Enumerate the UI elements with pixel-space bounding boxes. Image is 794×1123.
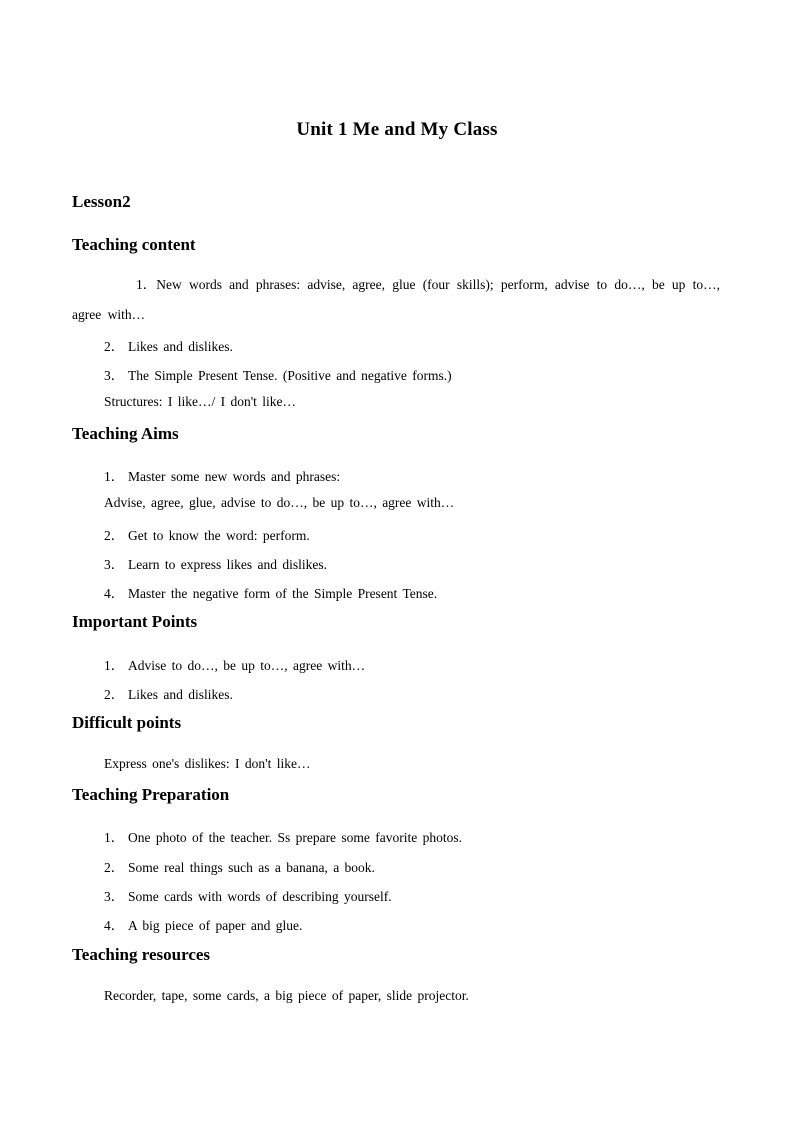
- item-number: 1．: [104, 830, 125, 845]
- item-text: Master the negative form of the Simple Present Tense.: [128, 586, 438, 601]
- document-title: Unit 1 Me and My Class: [296, 118, 498, 140]
- teaching-resources-text: Recorder, tape, some cards, a big piece of paper, slide projector.: [104, 988, 469, 1003]
- item-number: 2．: [104, 687, 125, 702]
- teaching-resources-heading: Teaching resources: [72, 945, 211, 964]
- teaching-preparation-item-3: [104, 885, 392, 905]
- teaching-content-heading: Teaching content: [72, 235, 196, 254]
- difficult-points-text: Express one's dislikes: I don't like…: [104, 756, 311, 771]
- item-text: A big piece of paper and glue.: [128, 918, 303, 933]
- teaching-content-item-2: [104, 335, 233, 355]
- item-text: Likes and dislikes.: [128, 339, 233, 354]
- item-text: Get to know the word: perform.: [128, 528, 310, 543]
- item-text: Master some new words and phrases:: [128, 469, 341, 484]
- item-number: 1．: [104, 469, 125, 484]
- item-number: 1．: [136, 277, 157, 292]
- item-number: 3．: [104, 889, 125, 904]
- item-text: New words and phrases: advise, agree, glue (four skills); perform, advise to do…, be up to…, agree with…: [72, 277, 720, 322]
- teaching-aims-item-1-words: Advise, agree, glue, advise to do…, be up to…, agree with…: [104, 495, 455, 510]
- item-number: 3．: [104, 557, 125, 572]
- important-points-heading: Important Points: [72, 612, 198, 631]
- item-number: 4．: [104, 586, 125, 601]
- item-number: 3．: [104, 368, 125, 383]
- teaching-aims-item-4: [104, 582, 437, 602]
- item-text: Likes and dislikes.: [128, 687, 233, 702]
- item-number: 1．: [104, 658, 125, 673]
- item-text: One photo of the teacher. Ss prepare some favorite photos.: [128, 830, 463, 845]
- item-number: 2．: [104, 860, 125, 875]
- teaching-preparation-item-4: [104, 914, 302, 934]
- teaching-aims-item-1: [104, 465, 340, 485]
- item-text: Some real things such as a banana, a book.: [128, 860, 375, 875]
- important-points-item-2: [104, 683, 233, 703]
- item-text: The Simple Present Tense. (Positive and negative forms.): [128, 368, 452, 383]
- item-number: 2．: [104, 339, 125, 354]
- lesson-heading: Lesson2: [72, 192, 131, 211]
- item-number: 2．: [104, 528, 125, 543]
- teaching-content-item-3: [104, 364, 452, 384]
- teaching-aims-heading: Teaching Aims: [72, 424, 179, 443]
- difficult-points-heading: Difficult points: [72, 713, 182, 732]
- item-text: Advise to do…, be up to…, agree with…: [128, 658, 366, 673]
- structures-line: Structures: I like…/ I don't like…: [104, 394, 297, 409]
- item-number: 4．: [104, 918, 125, 933]
- item-text: Learn to express likes and dislikes.: [128, 557, 327, 572]
- teaching-aims-item-3: [104, 553, 327, 573]
- teaching-preparation-item-2: [104, 856, 375, 876]
- item-text: Some cards with words of describing yourself.: [128, 889, 392, 904]
- important-points-item-1: [104, 654, 365, 674]
- teaching-preparation-item-1: [104, 826, 462, 846]
- teaching-content-item-1: [72, 270, 720, 330]
- teaching-preparation-heading: Teaching Preparation: [72, 785, 230, 804]
- teaching-aims-item-2: [104, 524, 310, 544]
